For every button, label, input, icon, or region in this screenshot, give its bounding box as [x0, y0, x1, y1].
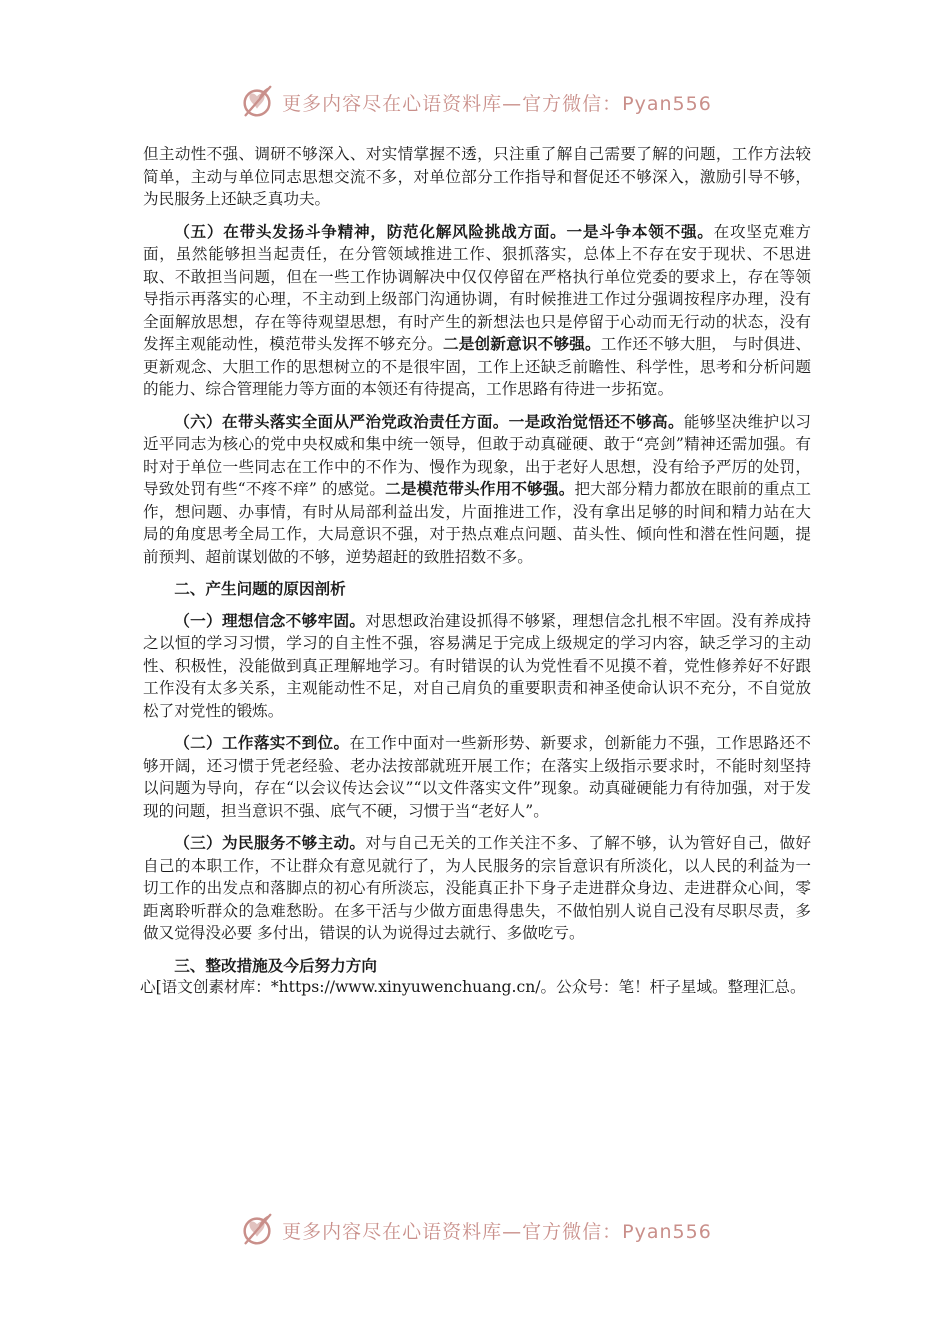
bold-lead: 二是创新意识不够强。 — [442, 334, 601, 353]
paragraph-text: 对思想政治建设抓得不够紧，理想信念扎根不牢固。没有养成持之以恒的学习习惯，学习的自主性不强，容易满足于完成上级规定的学习内容，缺乏学习的主动性、积极性，没能做到真正理解地学习。有时错误的认为党性看不见摸不着，党性修养好不好跟工作没有太多关系，主观能动性不足，对自己肩负的重要职责和神圣使命认识不充分，不自觉放松了对党性的锻炼。 — [143, 611, 811, 720]
bold-lead: （一）理想信念不够牢固。 — [174, 610, 366, 630]
paragraph-text: 在攻坚克难方面，虽然能够担当起责任，在分管领域推进工作、狠抓落实，总体上不存在安于现状、不思进取、不敢担当问题，但在一些工作协调解决中仅仅停留在严格执行单位党委的要求上，存在等领导指示再落实的心理，不主动到上级部门沟通协调，有时候推进工作过分强调按程序办理，没有全面解放思想，存在等待观望思想，有时产生的新想法也只是停留于心动而无行动的状态，没有发挥主观能动性，模范带头发挥不够充分。 — [143, 222, 811, 353]
quill-logo-icon — [238, 1211, 276, 1249]
paragraph-text: 在工作中面对一些新形势、新要求，创新能力不强，工作思路还不够开阔，还习惯于凭老经验、老办法按部就班开展工作；在落实上级指示要求时，不能时刻坚持以问题为导向，存在“以会议传达会议”“以文件落实文件”现象。动真碰硬能力有待加强，对于发现的问题，担当意识不强、底气不硬，习惯于当“老好人”。 — [143, 734, 811, 820]
watermark-header — [0, 82, 950, 122]
paragraph-cause-3 — [143, 832, 811, 945]
section-heading-3: 三、整改措施及今后努力方向 — [174, 955, 377, 975]
paragraph-cause-1 — [143, 610, 811, 723]
paragraph-text: 把大部分精力都放在眼前的重点工作，想问题、办事情，有时从局部利益出发，片面推进工作，没有拿出足够的时间和精力站在大局的角度思考全局工作，大局意识不强，对于热点难点问题、苗头性、倾向性和潜在性问题，提前预判、超前谋划做的不够，逆势超赶的致胜招数不多。 — [143, 480, 811, 566]
source-note: 心[语文创素材库：*https://www.xinyuwenchuang.cn/。公众号：笔！杆子星域。整理汇总。 — [140, 978, 806, 996]
section-heading-2: 二、产生问题的原因剖析 — [174, 579, 346, 598]
paragraph-section-6 — [143, 411, 811, 569]
bold-lead: （五）在带头发扬斗争精神，防范化解风险挑战方面。一是斗争本领不强。 — [174, 221, 714, 241]
document-body — [140, 143, 811, 998]
watermark-footer — [0, 1210, 950, 1250]
quill-logo-icon — [238, 83, 276, 121]
bold-lead: （三）为民服务不够主动。 — [174, 833, 366, 852]
paragraph-section-5 — [143, 221, 811, 401]
bold-lead: 二是模范带头作用不够强。 — [385, 479, 575, 498]
bold-lead: （六）在带头落实全面从严治党政治责任方面。一是政治觉悟还不够高。 — [174, 411, 684, 431]
bold-lead: （二）工作落实不到位。 — [174, 733, 350, 752]
paragraph-continuation: 但主动性不强、调研不够深入、对实情掌握不透，只注重了解自己需要了解的问题，工作方法较简单，主动与单位同志思想交流不多，对单位部分工作指导和督促还不够深入，激励引导不够，为民服务上还缺乏真功夫。 — [143, 145, 811, 208]
paragraph-text: 对与自己无关的工作关注不多、了解不够，认为管好自己，做好自己的本职工作，不让群众有意见就行了，为人民服务的宗旨意识有所淡化，以人民的利益为一切工作的出发点和落脚点的初心有所淡忘，没能真正扑下身子走进群众身边、走进群众心间，零距离聆听群众的急难愁盼。在多干活与少做方面患得患失，不做怕别人说自己没有尽职尽责，多做又觉得没必要 多付出，错误的认为说得过去就行、多做吃亏。 — [143, 834, 811, 942]
paragraph-cause-2 — [143, 732, 811, 822]
watermark-text: 更多内容尽在心语资料库—官方微信：Pyan556 — [282, 1220, 712, 1243]
paragraph-text: 能够坚决维护以习近平同志为核心的党中央权威和集中统一领导，但敢于动真碰硬、敢于“亮剑”精神还需加强。有时对于单位一些同志在工作中的不作为、慢作为现象，出于老好人思想，没有给予严厉的处罚，导致处罚有些“不疼不痒” 的感觉。 — [143, 412, 811, 498]
paragraph-text: 工作还不够大胆， 与时俱进、更新观念、大胆工作的思想树立的不是很牢固，工作上还缺乏前瞻性、科学性，思考和分析问题的能力、综合管理能力等方面的本领还有待提高，工作思路有待进一步拓宽。 — [143, 335, 811, 398]
watermark-text: 更多内容尽在心语资料库—官方微信：Pyan556 — [282, 92, 712, 115]
